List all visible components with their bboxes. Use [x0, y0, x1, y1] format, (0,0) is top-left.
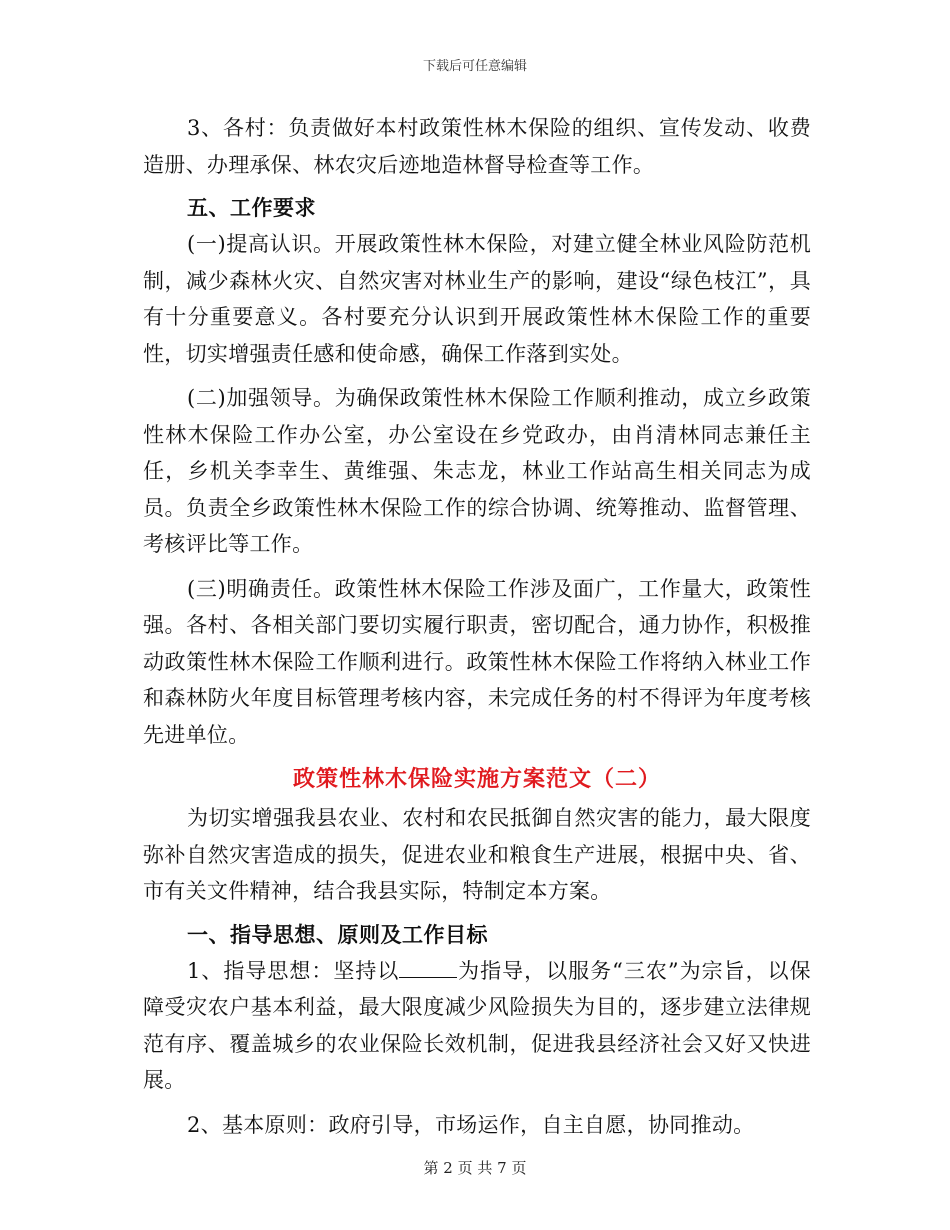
guiding-thought-lead: 1、指导思想：坚持以 — [187, 958, 400, 983]
paragraph-basic-principles: 2、基本原则：政府引导，市场运作，自主自愿，协同推动。 — [187, 1112, 755, 1137]
fill-in-blank — [399, 955, 457, 978]
paragraph-clarify-responsibility: (三)明确责任。政策性林木保险工作涉及面广，工作量大，政策性强。各村、各相关部门要切实履行职责，密切配合，通力协作，积极推动政策性林木保险工作顺利进行。政策性林木保险工作将纳入林业工作和森林防火年度目标管理考核内容，未完成任务的村不得评为年度考核先进单位。 — [143, 576, 811, 747]
paragraph-guiding-thought — [143, 953, 811, 1099]
page-header: 下载后可任意编辑 — [422, 59, 527, 74]
section-heading-requirements: 五、工作要求 — [187, 195, 316, 220]
paragraph-introduction: 为切实增强我县农业、农村和农民抵御自然灾害的能力，最大限度弥补自然灾害造成的损失，促进农业和粮食生产进展，根据中央、省、市有关文件精神，结合我县实际，特制定本方案。 — [143, 806, 811, 903]
paragraph-raise-awareness: (一)提高认识。开展政策性林木保险，对建立健全林业风险防范机制，减少森林火灾、自然灾害对林业生产的影响，建设“绿色枝江”，具有十分重要意义。各村要充分认识到开展政策性林木保险工作的重要性，切实增强责任感和使命感，确保工作落到实处。 — [143, 232, 811, 366]
document-title-two: 政策性林木保险实施方案范文（二） — [292, 766, 661, 792]
paragraph-strengthen-leadership: (二)加强领导。为确保政策性林木保险工作顺利推动，成立乡政策性林木保险工作办公室，办公室设在乡党政办，由肖清林同志兼任主任，乡机关李幸生、黄维强、朱志龙，林业工作站高生相关同志为成员。负责全乡政策性林木保险工作的综合协调、统筹推动、监督管理、考核评比等工作。 — [143, 386, 811, 556]
page-footer: 第 2 页 共 7 页 — [423, 1159, 527, 1177]
section-heading-guiding: 一、指导思想、原则及工作目标 — [187, 921, 488, 947]
guiding-thought-rest: 为指导，以服务“三农”为宗旨，以保障受灾农户基本利益，最大限度减少风险损失为目的，逐步建立法律规范有序、覆盖城乡的农业保险长效机制，促进我县经济社会又好又快进展。 — [143, 958, 811, 1092]
document-body — [143, 110, 811, 1143]
paragraph-village-duties: 3、各村：负责做好本村政策性林木保险的组织、宣传发动、收费造册、办理承保、林农灾后迹地造林督导检查等工作。 — [143, 116, 811, 177]
